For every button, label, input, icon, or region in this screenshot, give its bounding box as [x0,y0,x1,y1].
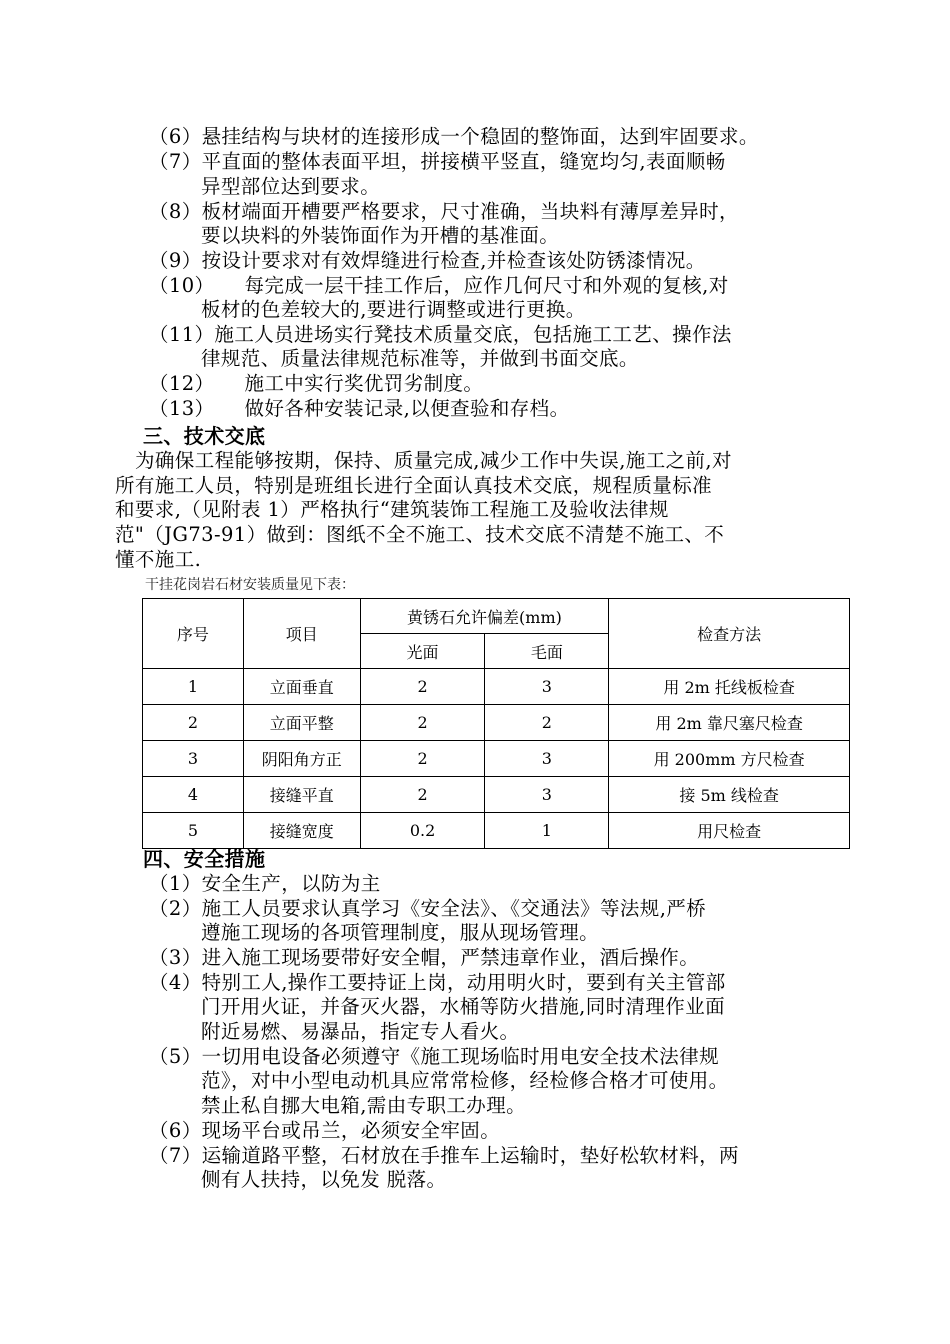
cell-seq: 3 [143,741,244,777]
list-item-continuation: 要以块料的外装饰面作为开槽的基准面。 [201,224,560,247]
cell-method: 用 200mm 方尺检查 [609,741,850,777]
cell-rough: 2 [485,705,609,741]
cell-seq: 2 [143,705,244,741]
list-item-continuation: 异型部位达到要求。 [201,175,381,198]
cell-rough: 1 [485,813,609,849]
table-row [143,705,850,741]
section4-heading: 四、安全措施 [143,847,266,871]
paragraph-line: 和要求,（见附表 1）严格执行“建筑装饰工程施工及验收法律规 [115,498,669,521]
list-item: （5）一切用电设备必须遵守《施工现场临时用电安全技术法律规 [149,1045,720,1068]
paragraph-line: 范"（JG73-91）做到：图纸不全不施工、技术交底不清楚不施工、不 [115,523,725,546]
header-polished: 光面 [360,634,485,669]
list-item: （9）按设计要求对有效焊缝进行检查,并检查该处防锈漆情况。 [149,249,706,272]
list-item-continuation: 禁止私自挪大电箱,需由专职工办理。 [201,1094,526,1117]
table-row [143,777,850,813]
section3-heading: 三、技术交底 [143,424,266,448]
cell-seq: 4 [143,777,244,813]
cell-method: 用 2m 托线板检查 [609,669,850,705]
list-item-continuation: 附近易燃、易瀑品，指定专人看火。 [201,1020,520,1043]
paragraph-line: 所有施工人员，特别是班组长进行全面认真技术交底，规程质量标准 [115,474,713,497]
header-tolerance: 黄锈石允许偏差(mm) [360,599,609,634]
table-header-row [143,599,850,634]
cell-polished: 2 [360,705,485,741]
paragraph-line: 为确保工程能够按期，保持、质量完成,减少工作中失误,施工之前,对 [135,449,732,472]
list-item-continuation: 门开用火证，并备灭火器，水桶等防火措施,同时清理作业面 [201,995,725,1018]
cell-polished: 2 [360,777,485,813]
paragraph-line: 懂不施工. [115,548,202,571]
cell-seq: 5 [143,813,244,849]
cell-method: 用 2m 靠尺塞尺检查 [609,705,850,741]
cell-polished: 2 [360,741,485,777]
table-row [143,813,850,849]
list-item: （13） 做好各种安装记录,以便查验和存档。 [149,397,570,420]
list-item-continuation: 遵施工现场的各项管理制度，服从现场管理。 [201,921,600,944]
list-item: （6）现场平台或吊兰，必须安全牢固。 [149,1119,501,1142]
cell-item: 立面垂直 [243,669,360,705]
cell-item: 立面平整 [243,705,360,741]
list-item: （4）特别工人,操作工要持证上岗，动用明火时，要到有关主管部 [149,971,726,994]
header-item: 项目 [243,599,360,669]
list-item: （6）悬挂结构与块材的连接形成一个稳固的整饰面，达到牢固要求。 [149,125,759,148]
cell-rough: 3 [485,741,609,777]
list-item: （8）板材端面开槽要严格要求，尺寸准确，当块料有薄厚差异时， [149,200,739,223]
list-item: （10） 每完成一层干挂工作后，应作几何尺寸和外观的复核,对 [149,274,729,297]
cell-item: 阴阳角方正 [243,741,360,777]
cell-rough: 3 [485,777,609,813]
header-method: 检查方法 [609,599,850,669]
list-item: （3）进入施工现场要带好安全帽，严禁违章作业，酒后操作。 [149,946,700,969]
list-item: （12） 施工中实行奖优罚劣制度。 [149,372,484,395]
list-item: （11）施工人员进场实行凳技术质量交底，包括施工工艺、操作法 [149,323,732,346]
table-caption: 干挂花岗岩石材安装质量见下表： [145,577,355,593]
cell-item: 接缝宽度 [243,813,360,849]
cell-method: 接 5m 线检查 [609,777,850,813]
table-row [143,669,850,705]
header-rough: 毛面 [485,634,609,669]
cell-polished: 2 [360,669,485,705]
cell-seq: 1 [143,669,244,705]
cell-item: 接缝平直 [243,777,360,813]
list-item: （7）平直面的整体表面平坦，拼接横平竖直，缝宽均匀,表面顺畅 [149,150,726,173]
cell-rough: 3 [485,669,609,705]
list-item-continuation: 侧有人扶持，以免发 脱落。 [201,1168,447,1191]
cell-polished: 0.2 [360,813,485,849]
table-row [143,741,850,777]
list-item-continuation: 范》，对中小型电动机具应常常检修，经检修合格才可使用。 [201,1069,729,1092]
quality-table [142,598,850,849]
list-item: （1）安全生产，以防为主 [149,872,381,895]
cell-method: 用尺检查 [609,813,850,849]
list-item: （7）运输道路平整，石材放在手推车上运输时，垫好松软材料，两 [149,1144,739,1167]
list-item-continuation: 板材的色差较大的,要进行调整或进行更换。 [201,298,586,321]
header-seq: 序号 [143,599,244,669]
list-item-continuation: 律规范、质量法律规范标准等，并做到书面交底。 [201,347,639,370]
list-item: （2）施工人员要求认真学习《安全法》、《交通法》等法规,严桥 [149,897,707,920]
